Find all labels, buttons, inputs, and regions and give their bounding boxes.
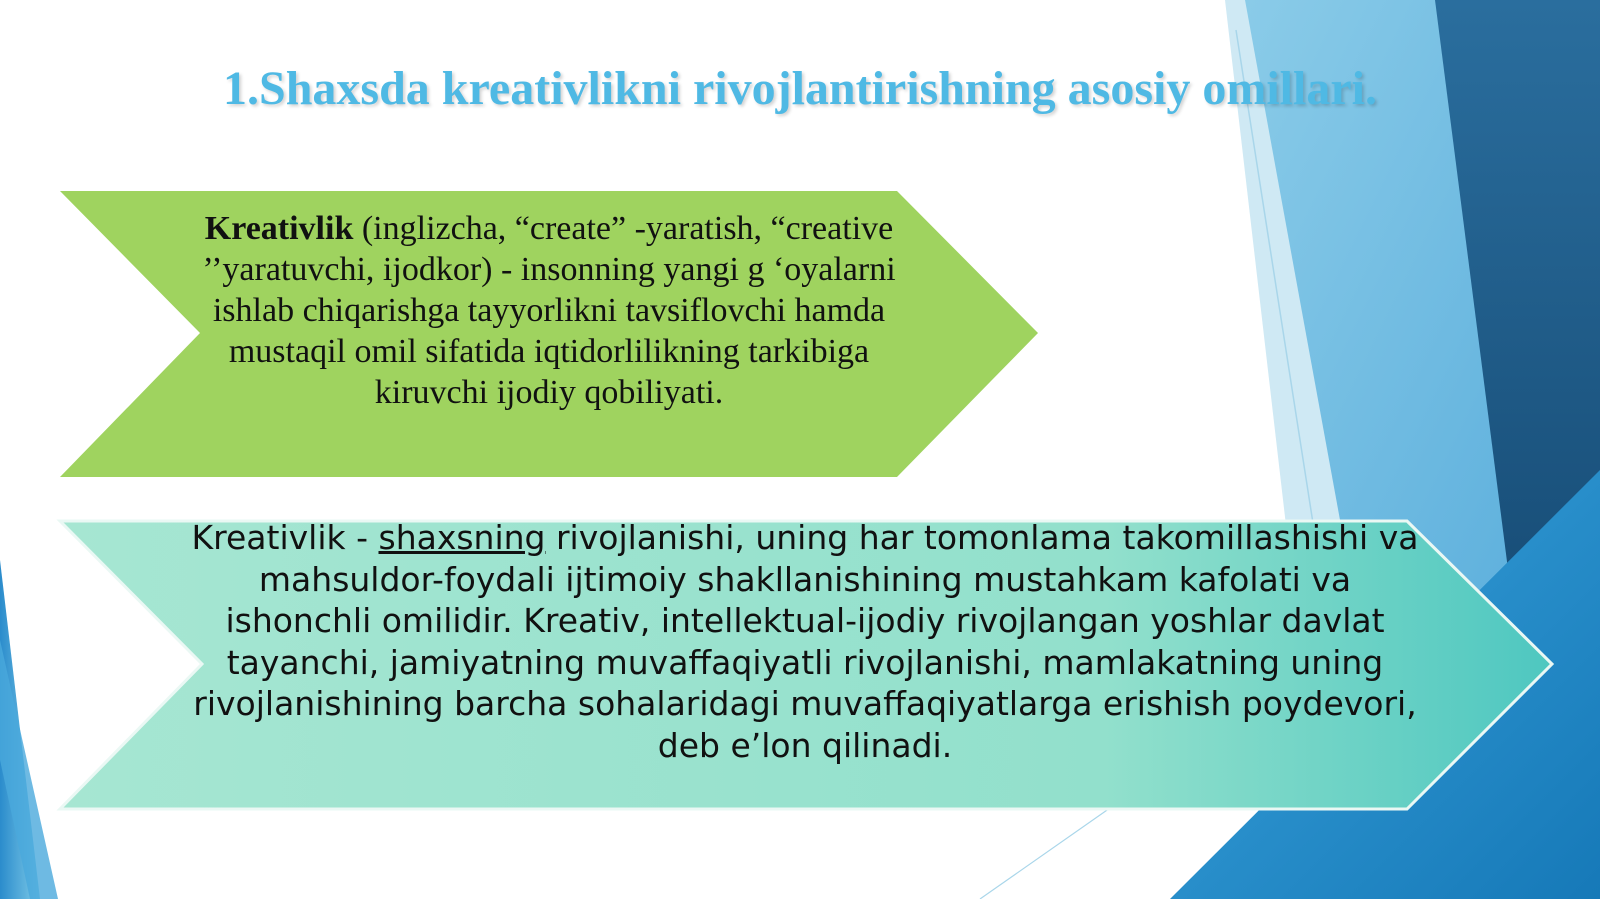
kreativlik-importance-text: rivojlanishi, uning har tomonlama takomillashishi va mahsuldor-foydali ijtimoiy shakllanishining mustahkam kafolati va ishonchli omilidir. Kreativ, intellektual-ijodiy rivojlangan yoshlar davlat tayanchi, jamiyatning muvaffaqiyatli rivojlanishi, mamlakatning uning rivojlanishining barcha sohalaridagi muvaffaqiyatlarga erishish poydevori, deb e’lon qilinadi. [193,518,1419,765]
shaxsning-underlined: shaxsning [378,518,546,557]
kreativlik-definition [195,208,903,413]
kreativlik-definition-text: (inglizcha, “create” -yaratish, “creative ’’yaratuvchi, ijodkor) - insonning yangi g ‘oyalarni ishlab chiqarishga tayyorlikni tavsiflovchi hamda mustaqil omil sifatida iqtidorlilikning tarkibiga kiruvchi ijodiy qobiliyati. [202,210,896,411]
kreativlik-term: Kreativlik [204,210,354,247]
kreativlik-importance-lead: Kreativlik - [191,518,379,557]
slide-title: 1.Shaxsda kreativlikni rivojlantirishning asosiy omillari. [223,62,1377,115]
kreativlik-importance [190,517,1420,766]
